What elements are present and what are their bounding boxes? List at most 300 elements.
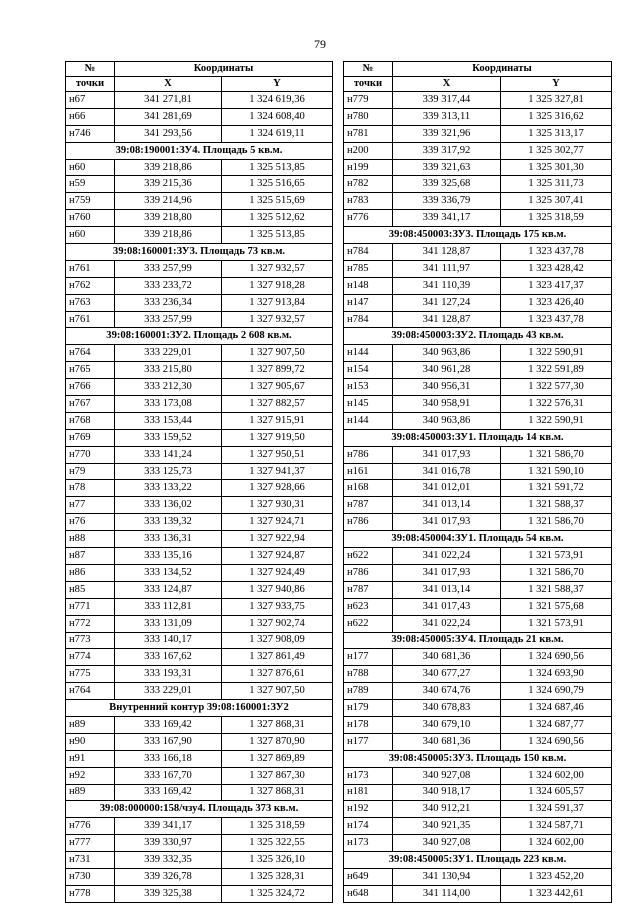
y-coordinate-cell: 1 325 307,41	[501, 193, 612, 210]
section-row	[344, 227, 612, 244]
point-number-cell: н60	[66, 159, 115, 176]
table-row	[66, 733, 333, 750]
y-coordinate-cell: 1 327 941,37	[222, 463, 333, 480]
point-number-cell: н774	[66, 649, 115, 666]
x-coordinate-cell: 340 963,86	[393, 345, 501, 362]
table-header-row	[344, 62, 612, 77]
x-coordinate-cell: 339 325,68	[393, 176, 501, 193]
table-row	[344, 497, 612, 514]
x-coordinate-cell: 333 136,02	[115, 497, 222, 514]
point-number-header: точки	[66, 77, 115, 92]
section-title: 39:08:160001:ЗУ3. Площадь 73 кв.м.	[66, 244, 333, 261]
x-coordinate-cell: 333 135,16	[115, 548, 222, 565]
x-coordinate-cell: 340 681,36	[393, 649, 501, 666]
coordinates-table-left	[65, 61, 333, 903]
y-coordinate-cell: 1 321 573,91	[501, 548, 612, 565]
y-coordinate-cell: 1 324 602,00	[501, 767, 612, 784]
table-row	[66, 159, 333, 176]
x-coordinate-cell: 339 332,35	[115, 852, 222, 869]
table-row	[344, 885, 612, 902]
x-coordinate-cell: 339 317,44	[393, 92, 501, 109]
y-coordinate-cell: 1 325 512,62	[222, 210, 333, 227]
point-number-cell: н144	[344, 412, 393, 429]
table-header-row	[344, 77, 612, 92]
x-coordinate-cell: 333 166,18	[115, 750, 222, 767]
section-row	[66, 142, 333, 159]
section-title: 39:08:000000:158/чзу4. Площадь 373 кв.м.	[66, 801, 333, 818]
x-coordinate-cell: 339 341,17	[115, 818, 222, 835]
y-coordinate-cell: 1 324 693,90	[501, 666, 612, 683]
y-coordinate-cell: 1 325 301,30	[501, 159, 612, 176]
table-row	[66, 615, 333, 632]
x-coordinate-cell: 333 112,81	[115, 598, 222, 615]
x-coordinate-cell: 340 677,27	[393, 666, 501, 683]
point-number-cell: н90	[66, 733, 115, 750]
point-number-cell: н786	[344, 446, 393, 463]
point-number-cell: н173	[344, 835, 393, 852]
table-header-row	[66, 62, 333, 77]
y-coordinate-cell: 1 327 870,90	[222, 733, 333, 750]
point-number-cell: н784	[344, 311, 393, 328]
table-row	[344, 784, 612, 801]
point-number-cell: н86	[66, 564, 115, 581]
table-row	[66, 666, 333, 683]
point-number-header: №	[344, 62, 393, 77]
table-row	[344, 446, 612, 463]
y-coordinate-cell: 1 324 619,36	[222, 92, 333, 109]
x-coordinate-cell: 333 257,99	[115, 311, 222, 328]
y-coordinate-cell: 1 327 861,49	[222, 649, 333, 666]
x-coordinate-cell: 341 110,39	[393, 277, 501, 294]
coordinates-header: Координаты	[393, 62, 612, 77]
point-number-cell: н764	[66, 683, 115, 700]
table-row	[344, 244, 612, 261]
point-number-cell: н60	[66, 227, 115, 244]
y-coordinate-cell: 1 327 899,72	[222, 362, 333, 379]
x-coordinate-cell: 339 313,11	[393, 108, 501, 125]
x-coordinate-cell: 339 325,38	[115, 885, 222, 902]
point-number-cell: н91	[66, 750, 115, 767]
y-coordinate-cell: 1 322 591,89	[501, 362, 612, 379]
x-coordinate-cell: 333 257,99	[115, 260, 222, 277]
y-coordinate-cell: 1 325 324,72	[222, 885, 333, 902]
table-row	[66, 210, 333, 227]
y-coordinate-cell: 1 323 452,20	[501, 868, 612, 885]
y-coordinate-cell: 1 327 905,67	[222, 379, 333, 396]
table-row	[66, 784, 333, 801]
x-coordinate-cell: 341 017,43	[393, 598, 501, 615]
y-coordinate-cell: 1 327 902,74	[222, 615, 333, 632]
x-coordinate-cell: 339 341,17	[393, 210, 501, 227]
section-row	[344, 328, 612, 345]
x-coordinate-cell: 340 912,21	[393, 801, 501, 818]
x-coordinate-cell: 341 022,24	[393, 615, 501, 632]
table-row	[344, 615, 612, 632]
table-row	[344, 818, 612, 835]
x-coordinate-cell: 333 140,17	[115, 632, 222, 649]
point-number-cell: н153	[344, 379, 393, 396]
table-row	[66, 446, 333, 463]
x-coordinate-cell: 339 321,96	[393, 125, 501, 142]
table-row	[66, 362, 333, 379]
point-number-cell: н786	[344, 564, 393, 581]
point-number-cell: н177	[344, 733, 393, 750]
y-coordinate-cell: 1 325 311,73	[501, 176, 612, 193]
point-number-cell: н200	[344, 142, 393, 159]
y-coordinate-cell: 1 327 924,71	[222, 514, 333, 531]
table-row	[344, 480, 612, 497]
x-coordinate-cell: 340 958,91	[393, 396, 501, 413]
point-number-cell: н789	[344, 683, 393, 700]
point-number-cell: н199	[344, 159, 393, 176]
point-number-cell: н730	[66, 868, 115, 885]
x-coordinate-cell: 333 229,01	[115, 683, 222, 700]
y-coordinate-cell: 1 327 932,57	[222, 311, 333, 328]
point-number-header: точки	[344, 77, 393, 92]
point-number-cell: н762	[66, 277, 115, 294]
table-row	[66, 277, 333, 294]
x-coordinate-cell: 333 141,24	[115, 446, 222, 463]
table-row	[66, 463, 333, 480]
y-coordinate-cell: 1 325 302,77	[501, 142, 612, 159]
x-coordinate-cell: 333 124,87	[115, 581, 222, 598]
y-coordinate-cell: 1 327 932,57	[222, 260, 333, 277]
x-coordinate-cell: 333 193,31	[115, 666, 222, 683]
section-title: 39:08:450005:ЗУ3. Площадь 150 кв.м.	[344, 750, 612, 767]
point-number-cell: н649	[344, 868, 393, 885]
table-row	[344, 176, 612, 193]
table-row	[344, 581, 612, 598]
table-row	[66, 311, 333, 328]
table-row	[66, 885, 333, 902]
section-row	[66, 801, 333, 818]
point-number-cell: н76	[66, 514, 115, 531]
point-number-cell: н784	[344, 244, 393, 261]
point-number-cell: н777	[66, 835, 115, 852]
point-number-cell: н759	[66, 193, 115, 210]
y-coordinate-cell: 1 325 513,85	[222, 227, 333, 244]
x-coordinate-cell: 333 167,62	[115, 649, 222, 666]
x-coordinate-cell: 339 336,79	[393, 193, 501, 210]
table-row	[66, 412, 333, 429]
point-number-cell: н178	[344, 716, 393, 733]
table-row	[66, 176, 333, 193]
y-coordinate-cell: 1 324 591,37	[501, 801, 612, 818]
coordinates-table-right	[343, 61, 612, 903]
point-number-cell: н622	[344, 615, 393, 632]
point-number-cell: н782	[344, 176, 393, 193]
table-row	[66, 514, 333, 531]
table-row	[66, 108, 333, 125]
y-coordinate-cell: 1 327 924,87	[222, 548, 333, 565]
x-coordinate-cell: 333 159,52	[115, 429, 222, 446]
point-number-cell: н85	[66, 581, 115, 598]
table-row	[344, 649, 612, 666]
section-row	[66, 328, 333, 345]
point-number-cell: н785	[344, 260, 393, 277]
point-number-cell: н783	[344, 193, 393, 210]
y-header: Y	[222, 77, 333, 92]
x-coordinate-cell: 333 153,44	[115, 412, 222, 429]
y-coordinate-cell: 1 327 913,84	[222, 294, 333, 311]
y-coordinate-cell: 1 325 313,17	[501, 125, 612, 142]
x-coordinate-cell: 340 674,76	[393, 683, 501, 700]
point-number-cell: н731	[66, 852, 115, 869]
section-title: 39:08:190001:ЗУ4. Площадь 5 кв.м.	[66, 142, 333, 159]
x-coordinate-cell: 333 133,22	[115, 480, 222, 497]
table-row	[344, 396, 612, 413]
y-coordinate-cell: 1 327 918,28	[222, 277, 333, 294]
point-number-cell: н786	[344, 514, 393, 531]
point-number-cell: н79	[66, 463, 115, 480]
table-row	[66, 480, 333, 497]
x-coordinate-cell: 341 111,97	[393, 260, 501, 277]
table-row	[66, 125, 333, 142]
x-coordinate-cell: 340 681,36	[393, 733, 501, 750]
y-coordinate-cell: 1 325 318,59	[222, 818, 333, 835]
table-row	[344, 548, 612, 565]
x-coordinate-cell: 333 136,31	[115, 531, 222, 548]
section-title: Внутренний контур 39:08:160001:ЗУ2	[66, 700, 333, 717]
x-coordinate-cell: 333 167,70	[115, 767, 222, 784]
y-coordinate-cell: 1 325 513,85	[222, 159, 333, 176]
table-row	[66, 750, 333, 767]
table-row	[66, 548, 333, 565]
x-coordinate-cell: 341 114,00	[393, 885, 501, 902]
point-number-cell: н787	[344, 581, 393, 598]
point-number-cell: н769	[66, 429, 115, 446]
x-coordinate-cell: 333 134,52	[115, 564, 222, 581]
x-coordinate-cell: 339 218,80	[115, 210, 222, 227]
y-coordinate-cell: 1 325 316,62	[501, 108, 612, 125]
point-number-cell: н87	[66, 548, 115, 565]
point-number-cell: н623	[344, 598, 393, 615]
y-coordinate-cell: 1 324 608,40	[222, 108, 333, 125]
y-coordinate-cell: 1 321 588,37	[501, 581, 612, 598]
x-coordinate-cell: 340 956,31	[393, 379, 501, 396]
point-number-cell: н173	[344, 767, 393, 784]
x-coordinate-cell: 341 281,69	[115, 108, 222, 125]
point-number-cell: н761	[66, 260, 115, 277]
x-header: X	[115, 77, 222, 92]
table-row	[344, 210, 612, 227]
y-coordinate-cell: 1 321 575,68	[501, 598, 612, 615]
x-coordinate-cell: 333 169,42	[115, 716, 222, 733]
y-coordinate-cell: 1 327 924,49	[222, 564, 333, 581]
table-row	[344, 311, 612, 328]
point-number-cell: н770	[66, 446, 115, 463]
point-number-cell: н78	[66, 480, 115, 497]
x-coordinate-cell: 341 013,14	[393, 581, 501, 598]
table-row	[66, 227, 333, 244]
section-row	[344, 632, 612, 649]
x-coordinate-cell: 339 317,92	[393, 142, 501, 159]
x-coordinate-cell: 333 215,80	[115, 362, 222, 379]
table-row	[66, 868, 333, 885]
y-coordinate-cell: 1 327 867,30	[222, 767, 333, 784]
point-number-cell: н192	[344, 801, 393, 818]
y-coordinate-cell: 1 327 915,91	[222, 412, 333, 429]
y-coordinate-cell: 1 327 950,51	[222, 446, 333, 463]
y-coordinate-cell: 1 324 619,11	[222, 125, 333, 142]
x-coordinate-cell: 339 321,63	[393, 159, 501, 176]
y-coordinate-cell: 1 327 908,09	[222, 632, 333, 649]
point-number-cell: н59	[66, 176, 115, 193]
table-row	[344, 801, 612, 818]
point-number-cell: н765	[66, 362, 115, 379]
x-coordinate-cell: 341 128,87	[393, 244, 501, 261]
section-title: 39:08:450004:ЗУ1. Площадь 54 кв.м.	[344, 531, 612, 548]
y-coordinate-cell: 1 323 428,42	[501, 260, 612, 277]
point-number-cell: н771	[66, 598, 115, 615]
point-number-cell: н760	[66, 210, 115, 227]
x-header: X	[393, 77, 501, 92]
x-coordinate-cell: 341 017,93	[393, 564, 501, 581]
y-coordinate-cell: 1 321 588,37	[501, 497, 612, 514]
table-row	[344, 868, 612, 885]
y-coordinate-cell: 1 327 922,94	[222, 531, 333, 548]
table-row	[66, 716, 333, 733]
table-row	[66, 497, 333, 514]
section-title: 39:08:160001:ЗУ2. Площадь 2 608 кв.м.	[66, 328, 333, 345]
section-row	[66, 244, 333, 261]
point-number-cell: н154	[344, 362, 393, 379]
table-row	[66, 632, 333, 649]
y-coordinate-cell: 1 322 577,30	[501, 379, 612, 396]
table-row	[344, 733, 612, 750]
y-coordinate-cell: 1 324 687,46	[501, 700, 612, 717]
table-row	[344, 277, 612, 294]
x-coordinate-cell: 341 012,01	[393, 480, 501, 497]
point-number-cell: н767	[66, 396, 115, 413]
point-number-cell: н768	[66, 412, 115, 429]
table-row	[66, 345, 333, 362]
y-coordinate-cell: 1 327 882,57	[222, 396, 333, 413]
y-coordinate-cell: 1 327 868,31	[222, 716, 333, 733]
x-coordinate-cell: 341 128,87	[393, 311, 501, 328]
x-coordinate-cell: 341 017,93	[393, 446, 501, 463]
table-row	[344, 514, 612, 531]
point-number-cell: н181	[344, 784, 393, 801]
point-number-cell: н161	[344, 463, 393, 480]
x-coordinate-cell: 340 927,08	[393, 767, 501, 784]
y-coordinate-cell: 1 325 515,69	[222, 193, 333, 210]
point-number-cell: н648	[344, 885, 393, 902]
table-row	[66, 429, 333, 446]
section-title: 39:08:450005:ЗУ1. Площадь 223 кв.м.	[344, 852, 612, 869]
x-coordinate-cell: 341 022,24	[393, 548, 501, 565]
y-coordinate-cell: 1 325 328,31	[222, 868, 333, 885]
x-coordinate-cell: 333 236,34	[115, 294, 222, 311]
point-number-cell: н145	[344, 396, 393, 413]
table-row	[66, 379, 333, 396]
point-number-cell: н89	[66, 784, 115, 801]
y-coordinate-cell: 1 324 602,00	[501, 835, 612, 852]
point-number-cell: н92	[66, 767, 115, 784]
section-row	[344, 852, 612, 869]
table-row	[344, 159, 612, 176]
y-coordinate-cell: 1 323 437,78	[501, 311, 612, 328]
point-number-cell: н787	[344, 497, 393, 514]
point-number-cell: н776	[344, 210, 393, 227]
point-number-cell: н772	[66, 615, 115, 632]
section-row	[344, 531, 612, 548]
table-row	[344, 92, 612, 109]
y-coordinate-cell: 1 327 876,61	[222, 666, 333, 683]
table-row	[66, 92, 333, 109]
point-number-cell: н177	[344, 649, 393, 666]
y-coordinate-cell: 1 327 919,50	[222, 429, 333, 446]
point-number-header: №	[66, 62, 115, 77]
table-row	[344, 142, 612, 159]
x-coordinate-cell: 333 131,09	[115, 615, 222, 632]
x-coordinate-cell: 340 921,35	[393, 818, 501, 835]
coordinates-header: Координаты	[115, 62, 333, 77]
y-coordinate-cell: 1 323 442,61	[501, 885, 612, 902]
table-row	[344, 362, 612, 379]
y-coordinate-cell: 1 321 590,10	[501, 463, 612, 480]
y-coordinate-cell: 1 321 586,70	[501, 564, 612, 581]
table-row	[66, 767, 333, 784]
table-row	[66, 649, 333, 666]
y-coordinate-cell: 1 323 426,40	[501, 294, 612, 311]
section-row	[344, 429, 612, 446]
point-number-cell: н174	[344, 818, 393, 835]
table-row	[66, 396, 333, 413]
table-row	[66, 564, 333, 581]
x-coordinate-cell: 340 961,28	[393, 362, 501, 379]
page-number: 79	[314, 37, 326, 51]
table-row	[344, 193, 612, 210]
table-row	[66, 835, 333, 852]
y-coordinate-cell: 1 325 322,55	[222, 835, 333, 852]
table-row	[66, 818, 333, 835]
table-row	[344, 260, 612, 277]
y-coordinate-cell: 1 327 940,86	[222, 581, 333, 598]
table-row	[344, 379, 612, 396]
y-coordinate-cell: 1 324 690,56	[501, 649, 612, 666]
y-coordinate-cell: 1 327 907,50	[222, 683, 333, 700]
table-row	[66, 852, 333, 869]
y-coordinate-cell: 1 325 326,10	[222, 852, 333, 869]
table-row	[66, 531, 333, 548]
point-number-cell: н775	[66, 666, 115, 683]
section-row	[66, 700, 333, 717]
x-coordinate-cell: 333 125,73	[115, 463, 222, 480]
y-coordinate-cell: 1 324 690,56	[501, 733, 612, 750]
point-number-cell: н764	[66, 345, 115, 362]
point-number-cell: н67	[66, 92, 115, 109]
x-coordinate-cell: 333 212,30	[115, 379, 222, 396]
y-coordinate-cell: 1 324 605,57	[501, 784, 612, 801]
point-number-cell: н144	[344, 345, 393, 362]
point-number-cell: н168	[344, 480, 393, 497]
point-number-cell: н763	[66, 294, 115, 311]
point-number-cell: н773	[66, 632, 115, 649]
table-row	[344, 835, 612, 852]
point-number-cell: н778	[66, 885, 115, 902]
y-coordinate-cell: 1 327 868,31	[222, 784, 333, 801]
table-row	[66, 260, 333, 277]
table-header-row	[66, 77, 333, 92]
y-coordinate-cell: 1 327 869,89	[222, 750, 333, 767]
x-coordinate-cell: 340 927,08	[393, 835, 501, 852]
table-row	[344, 294, 612, 311]
point-number-cell: н746	[66, 125, 115, 142]
table-row	[344, 463, 612, 480]
y-coordinate-cell: 1 321 573,91	[501, 615, 612, 632]
point-number-cell: н622	[344, 548, 393, 565]
